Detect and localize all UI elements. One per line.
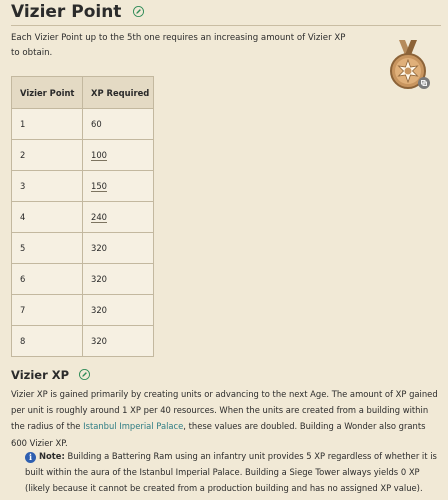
xp-value-text: 240	[91, 212, 107, 222]
cell-vizier-point: 7	[12, 295, 83, 326]
cell-xp-required: 320	[83, 326, 154, 357]
cell-xp-required	[83, 171, 154, 202]
cell-xp-required: 320	[83, 295, 154, 326]
cell-vizier-point: 8	[12, 326, 83, 357]
istanbul-imperial-palace-link[interactable]: Istanbul Imperial Palace	[83, 421, 184, 432]
cell-vizier-point: 3	[12, 171, 83, 202]
cell-vizier-point: 1	[12, 109, 83, 140]
column-header-xp-required: XP Required	[83, 77, 154, 109]
table-row	[12, 202, 154, 233]
section-title-text: Vizier Point	[11, 2, 122, 22]
paragraph-text: , these values are doubled. Building a Wonder also grants 600 Vizier XP.	[11, 421, 426, 448]
cell-vizier-point: 6	[12, 264, 83, 295]
cell-xp-required	[83, 140, 154, 171]
cell-xp-required: 320	[83, 264, 154, 295]
section-title	[11, 0, 144, 24]
table-row	[12, 326, 154, 357]
cell-xp-required: 320	[83, 233, 154, 264]
cell-vizier-point: 4	[12, 202, 83, 233]
cell-xp-required	[83, 202, 154, 233]
cell-vizier-point: 5	[12, 233, 83, 264]
cell-vizier-point: 2	[12, 140, 83, 171]
medal-icon	[382, 38, 434, 92]
pencil-icon[interactable]	[79, 369, 90, 380]
subsection-title	[11, 367, 90, 383]
table-row	[12, 140, 154, 171]
subsection-title-text: Vizier XP	[11, 368, 70, 382]
note-label: Note:	[39, 451, 65, 461]
cell-xp-required: 60	[83, 109, 154, 140]
table-row	[12, 233, 154, 264]
table-row	[12, 109, 154, 140]
column-header-vizier-point: Vizier Point	[12, 77, 83, 109]
vizier-xp-table	[11, 76, 154, 357]
note-text: Building a Battering Ram using an infantry unit provides 5 XP regardless of whether it is built within the aura of the Istanbul Imperial Palace. Building a Siege Tower always yields 0 XP (likely because it cannot be created from a production building and has no assigned XP value).	[25, 451, 437, 494]
paragraph-text: Vizier XP is gained primarily by creating units or advancing to the next Age. The amount of XP gained per unit is roughly around 1 XP per 40 resources. When the units are created from a building within the radius of the	[11, 389, 438, 432]
intro-text: Each Vizier Point up to the 5th one requires an increasing amount of Vizier XP to obtain.	[11, 33, 346, 58]
xp-value-text: 150	[91, 181, 107, 191]
table-row	[12, 264, 154, 295]
section-divider	[11, 25, 441, 26]
vizier-xp-paragraph	[11, 386, 441, 451]
xp-value-text: 100	[91, 150, 107, 160]
info-icon: i	[25, 452, 36, 463]
note-box	[25, 448, 437, 497]
pencil-icon[interactable]	[133, 6, 144, 17]
table-header-row	[12, 77, 154, 109]
table-row	[12, 171, 154, 202]
table-row	[12, 295, 154, 326]
